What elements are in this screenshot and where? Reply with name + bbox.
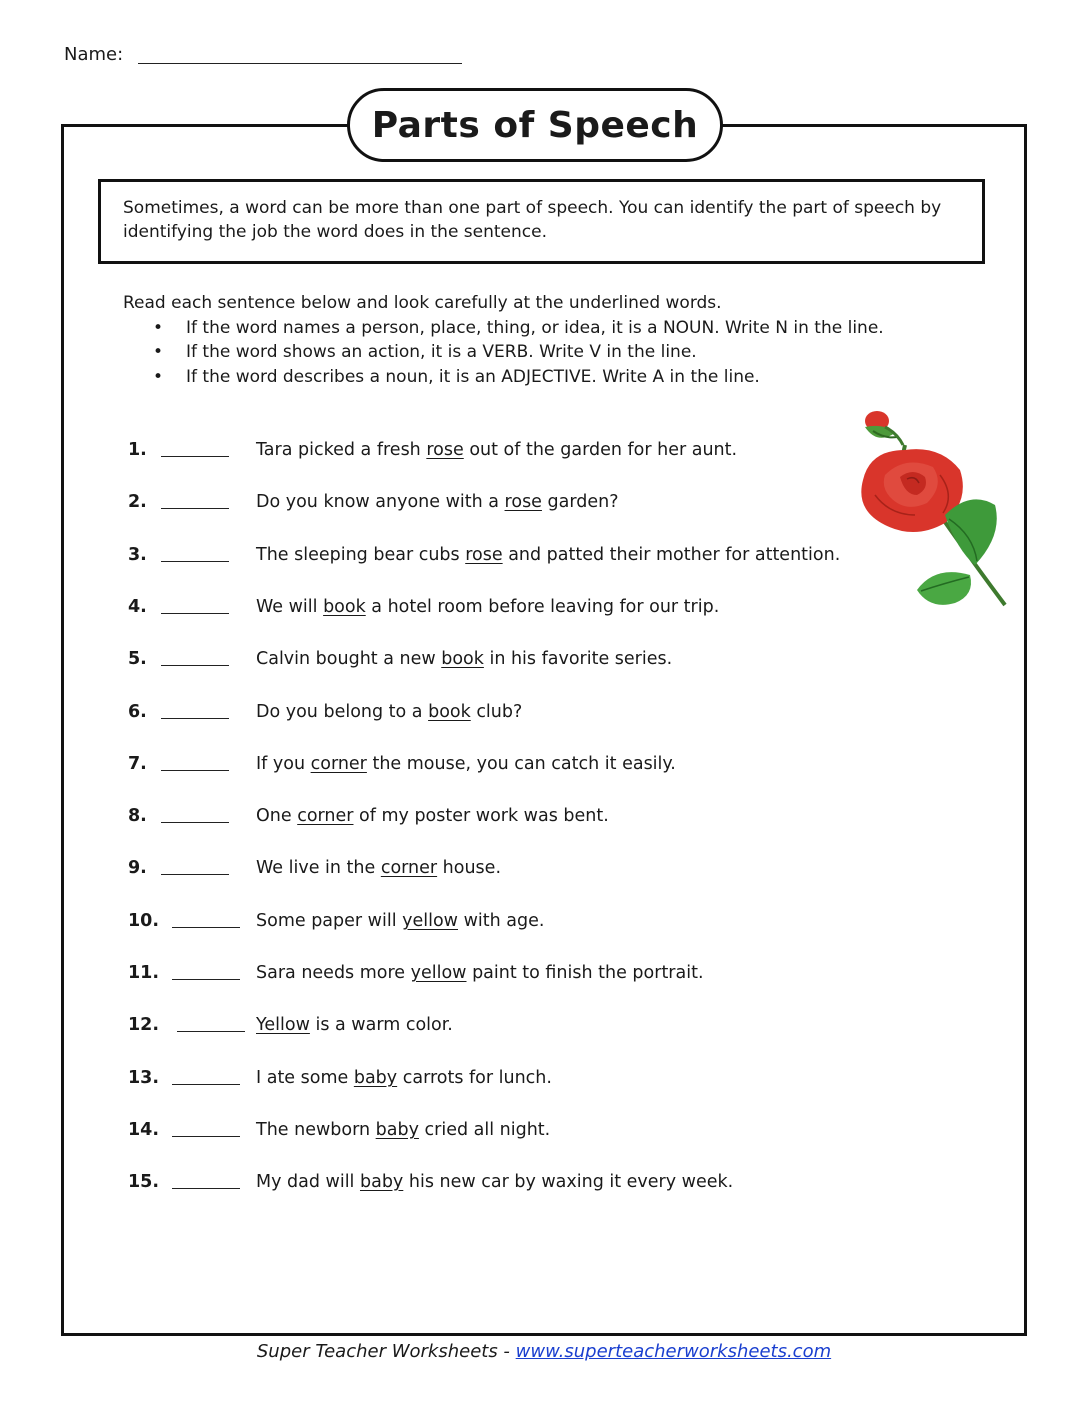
page-title: Parts of Speech (347, 88, 723, 162)
sentence-before: Do you know anyone with a (256, 492, 505, 512)
underlined-word: book (428, 702, 471, 722)
bullet-text: If the word shows an action, it is a VERB. Write V in the line. (186, 342, 697, 362)
sentence-before: The sleeping bear cubs (256, 545, 466, 565)
answer-blank[interactable] (161, 456, 229, 457)
question-sentence (256, 751, 676, 777)
answer-blank[interactable] (161, 561, 229, 562)
sentence-before: The newborn (256, 1120, 376, 1140)
answer-blank[interactable] (161, 508, 229, 509)
answer-blank[interactable] (172, 1136, 240, 1137)
question-sentence (256, 646, 672, 672)
question-sentence (256, 960, 704, 986)
question-item (128, 594, 888, 620)
underlined-word: rose (426, 440, 464, 460)
question-number: 1. (128, 440, 147, 460)
intro-box (98, 179, 985, 264)
question-item (128, 1169, 888, 1195)
question-item (128, 1012, 888, 1038)
sentence-before: Some paper will (256, 911, 403, 931)
answer-blank[interactable] (172, 927, 240, 928)
sentence-after: a hotel room before leaving for our trip. (365, 597, 720, 617)
directions-bullet (123, 340, 884, 365)
underlined-word: corner (310, 754, 367, 774)
footer-link[interactable]: www.superteacherworksheets.com (515, 1341, 832, 1362)
underlined-word: book (323, 597, 366, 617)
sentence-after: and patted their mother for attention. (502, 545, 841, 565)
question-number: 5. (128, 649, 147, 669)
answer-blank[interactable] (161, 770, 229, 771)
underlined-word: rose (504, 492, 542, 512)
sentence-before: If you (256, 754, 311, 774)
bullet-icon: • (153, 317, 164, 338)
sentence-before: We will (256, 597, 324, 617)
question-sentence (256, 908, 544, 934)
question-number: 12. (128, 1015, 160, 1035)
underlined-word: book (441, 649, 484, 669)
question-item (128, 1065, 888, 1091)
sentence-after: paint to finish the portrait. (466, 963, 704, 983)
question-number: 4. (128, 597, 147, 617)
intro-text: Sometimes, a word can be more than one part of speech. You can identify the part of speech by identifying the job the word does in the sentence. (123, 198, 942, 242)
question-sentence (256, 855, 501, 881)
sentence-before: Tara picked a fresh (256, 440, 427, 460)
answer-blank[interactable] (161, 822, 229, 823)
underlined-word: baby (359, 1172, 404, 1192)
question-number: 9. (128, 858, 147, 878)
sentence-after: club? (470, 702, 523, 722)
question-item (128, 855, 888, 881)
question-sentence (256, 1169, 733, 1195)
sentence-after: out of the garden for her aunt. (463, 440, 738, 460)
sentence-after: the mouse, you can catch it easily. (366, 754, 676, 774)
question-number: 6. (128, 702, 147, 722)
bullet-icon: • (153, 342, 164, 362)
sentence-after: in his favorite series. (483, 649, 673, 669)
answer-blank[interactable] (161, 665, 229, 666)
answer-blank[interactable] (177, 1031, 245, 1032)
underlined-word: baby (353, 1068, 398, 1088)
question-sentence (256, 699, 522, 725)
question-sentence (256, 489, 619, 515)
underlined-word: corner (380, 858, 438, 878)
name-label: Name: (64, 44, 124, 65)
sentence-after: of my poster work was bent. (353, 806, 609, 826)
question-sentence (256, 803, 609, 829)
question-sentence (256, 542, 840, 568)
question-item (128, 908, 888, 934)
question-item (128, 699, 888, 725)
sentence-after: his new car by waxing it every week. (403, 1172, 734, 1192)
question-number: 8. (128, 806, 147, 826)
underlined-word: baby (375, 1120, 419, 1140)
underlined-word: yellow (402, 911, 458, 931)
sentence-before: Do you belong to a (256, 702, 429, 722)
underlined-word: yellow (410, 963, 467, 983)
answer-blank[interactable] (172, 979, 240, 980)
bullet-text: If the word names a person, place, thing, or idea, it is a NOUN. Write N in the line. (186, 317, 884, 338)
question-item (128, 803, 888, 829)
question-sentence (256, 1012, 453, 1038)
question-number: 2. (128, 492, 147, 512)
sentence-after: is a warm color. (309, 1015, 453, 1035)
sentence-after: cried all night. (418, 1120, 551, 1140)
underlined-word: Yellow (256, 1015, 310, 1035)
answer-blank[interactable] (161, 718, 229, 719)
bullet-text: If the word describes a noun, it is an ADJECTIVE. Write A in the line. (186, 366, 760, 387)
question-sentence (256, 1065, 552, 1091)
sentence-before: Sara needs more (256, 963, 411, 983)
answer-blank[interactable] (161, 613, 229, 614)
directions-bullet (123, 316, 884, 341)
rose-illustration (845, 405, 1010, 615)
question-item (128, 542, 888, 568)
footer (0, 1341, 1088, 1362)
question-sentence (256, 594, 719, 620)
underlined-word: corner (297, 806, 354, 826)
bullet-icon: • (153, 366, 164, 387)
answer-blank[interactable] (172, 1188, 240, 1189)
sentence-before: One (256, 806, 298, 826)
question-number: 13. (128, 1068, 160, 1088)
question-number: 10. (128, 911, 160, 931)
footer-separator: - (497, 1341, 516, 1362)
question-number: 7. (128, 754, 147, 774)
underlined-word: rose (465, 545, 503, 565)
sentence-after: with age. (458, 911, 545, 931)
question-number: 14. (128, 1120, 160, 1140)
name-blank-line[interactable] (138, 63, 462, 64)
question-item (128, 437, 888, 463)
question-sentence (256, 437, 737, 463)
question-number: 11. (128, 963, 160, 983)
question-item (128, 646, 888, 672)
answer-blank[interactable] (172, 1084, 240, 1085)
sentence-before: We live in the (256, 858, 381, 878)
question-sentence (256, 1117, 550, 1143)
sentence-after: carrots for lunch. (397, 1068, 552, 1088)
question-item (128, 489, 888, 515)
question-number: 3. (128, 545, 147, 565)
sentence-before: My dad will (256, 1172, 360, 1192)
sentence-after: garden? (541, 492, 619, 512)
sentence-after: house. (437, 858, 502, 878)
question-item (128, 751, 888, 777)
directions-lead: Read each sentence below and look carefully at the underlined words. (123, 293, 722, 313)
question-item (128, 1117, 888, 1143)
directions-bullet (123, 365, 884, 390)
question-number: 15. (128, 1172, 160, 1192)
sentence-before: I ate some (256, 1068, 354, 1088)
answer-blank[interactable] (161, 874, 229, 875)
directions (123, 291, 884, 389)
sentence-before: Calvin bought a new (256, 649, 442, 669)
directions-list (123, 316, 884, 390)
footer-brand: Super Teacher Worksheets (256, 1341, 498, 1362)
question-item (128, 960, 888, 986)
